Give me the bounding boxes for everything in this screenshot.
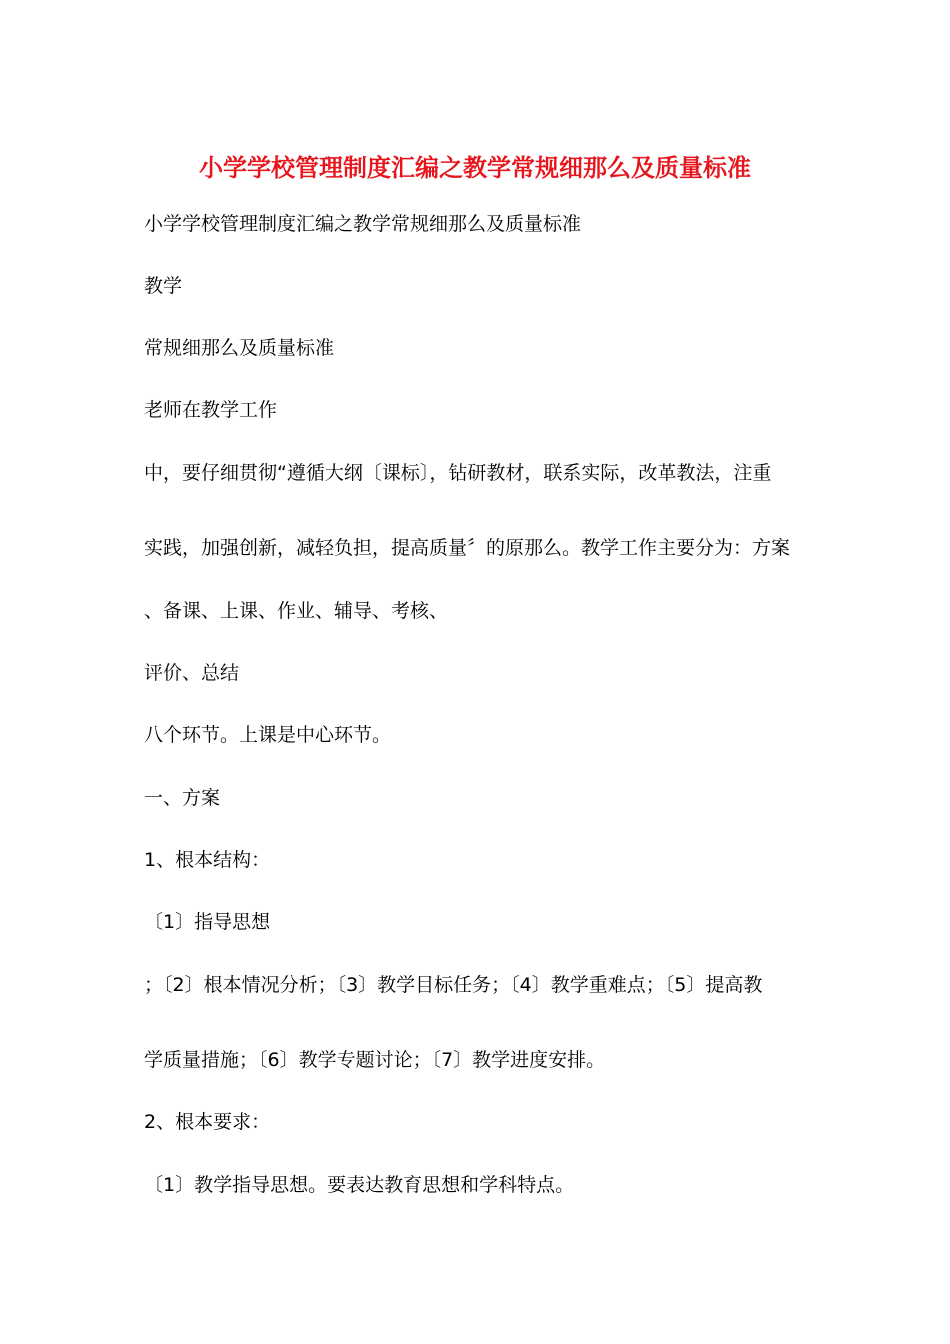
text-line-13: ；〔2〕根本情况分析；〔3〕教学目标任务；〔4〕教学重难点；〔5〕提高教 — [144, 974, 763, 996]
text-line-2: 教学 — [144, 275, 183, 297]
text-line-10: 一、方案 — [144, 787, 221, 809]
text-line-7: 、备课、上课、作业、辅导、考核、 — [144, 600, 449, 622]
text-line-11: 1、根本结构： — [144, 849, 271, 871]
text-line-1: 小学学校管理制度汇编之教学常规细那么及质量标准 — [144, 213, 582, 235]
text-line-14: 学质量措施；〔6〕教学专题讨论；〔7〕教学进度安排。 — [144, 1049, 606, 1071]
text-line-8: 评价、总结 — [144, 662, 240, 684]
text-line-15: 2、根本要求： — [144, 1111, 271, 1133]
text-line-12: 〔1〕指导思想 — [144, 911, 271, 933]
text-line-5: 中，要仔细贯彻“遵循大纲〔课标〕，钻研教材，联系实际，改革教法，注重 — [144, 462, 772, 484]
text-line-9: 八个环节。上课是中心环节。 — [144, 724, 392, 746]
text-line-3: 常规细那么及质量标准 — [144, 337, 335, 359]
document-title: 小学学校管理制度汇编之教学常规细那么及质量标准 — [199, 153, 751, 182]
text-line-6: 实践，加强创新，减轻负担，提高质量〞的原那么。教学工作主要分为：方案 — [144, 537, 791, 559]
text-line-16: 〔1〕教学指导思想。要表达教育思想和学科特点。 — [144, 1174, 575, 1196]
text-line-4: 老师在教学工作 — [144, 399, 278, 421]
